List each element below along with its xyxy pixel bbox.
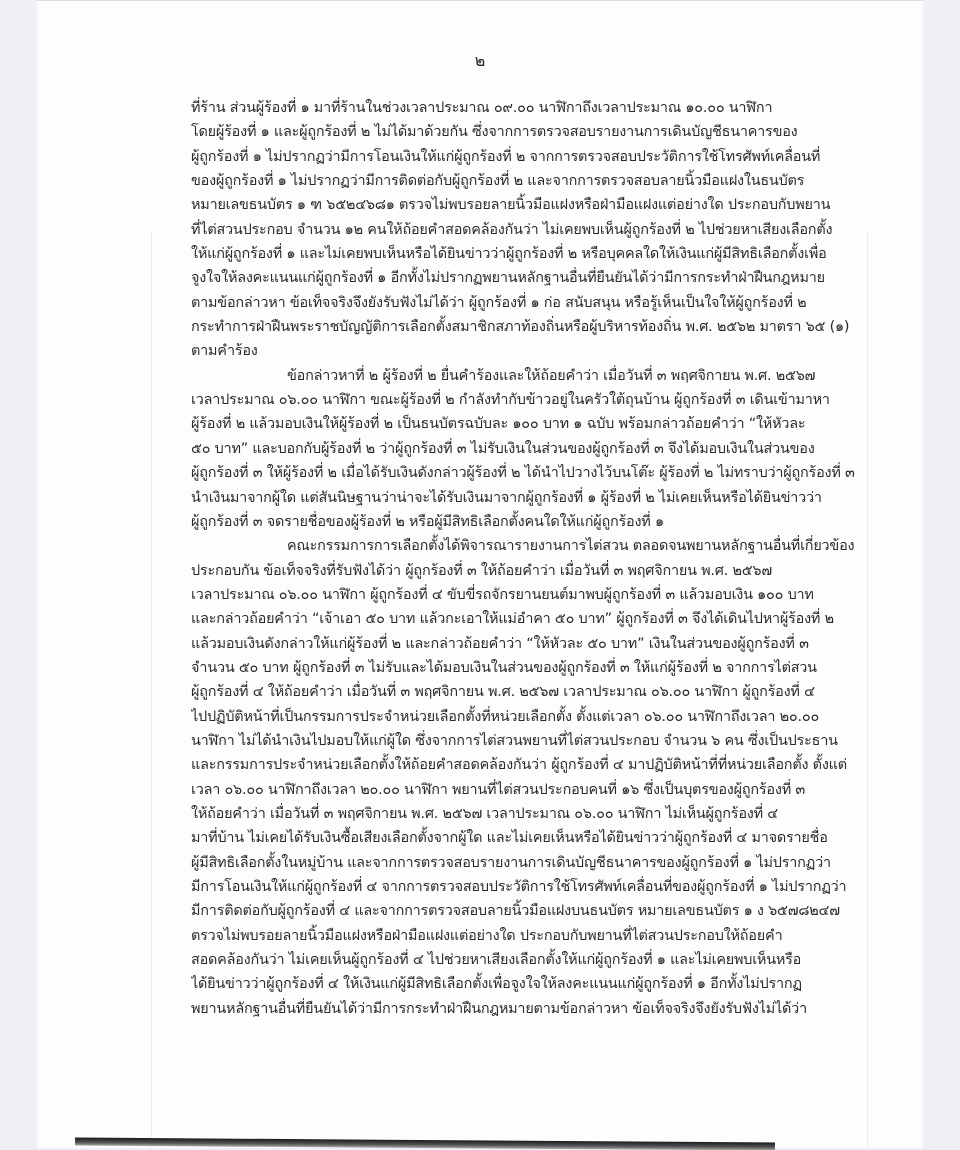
text-line: นาฬิกา ไม่ได้นำเงินไปมอบให้แก่ผู้ใด ซึ่งจากการไต่สวนพยานที่ไต่สวนประกอบ จำนวน ๖ คน ซึ่งเป็นประธาน [191,732,838,749]
text-line: มีการติดต่อกับผู้ถูกร้องที่ ๔ และจากการตรวจสอบลายนิ้วมือแฝงบนธนบัตร หมายเลขธนบัตร ๑ ง ๖๕๗๘๒๔๗ [191,903,840,920]
text-line: ให้แก่ผู้ถูกร้องที่ ๑ และไม่เคยพบเห็นหรือได้ยินข่าวว่าผู้ถูกร้องที่ ๒ หรือบุคคลใดให้เงินแก่ผู้มีสิทธิเลือกตั้งเพื่อ [191,246,827,263]
text-line: เวลา ๐๖.๐๐ นาฬิกาถึงเวลา ๒๐.๐๐ นาฬิกา พยานที่ไต่สวนประกอบคนที่ ๑๖ ซึ่งเป็นบุตรของผู้ถูกร้องที่ ๓ [191,781,805,798]
text-line: กระทำการฝ่าฝืนพระราชบัญญัติการเลือกตั้งสมาชิกสภาท้องถิ่นหรือผู้บริหารท้องถิ่น พ.ศ. ๒๕๖๒ มาตรา ๖๕ (๑) [191,319,850,336]
text-line: ผู้ถูกร้องที่ ๓ ให้ผู้ร้องที่ ๒ เมื่อได้รับเงินดังกล่าวผู้ร้องที่ ๒ ได้นำไปวางไว้บนโต๊ะ ผู้ร้องที่ ๒ ไม่ทราบว่าผู้ถูกร้องที่ ๓ [191,465,855,482]
text-line: ตามคำร้อง [191,343,258,360]
text-line: เวลาประมาณ ๐๖.๐๐ นาฬิกา ขณะผู้ร้องที่ ๒ กำลังทำกับข้าวอยู่ในครัวใต้ถุนบ้าน ผู้ถูกร้องที่ ๓ เดินเข้ามาหา [191,392,830,409]
text-line: ไปปฏิบัติหน้าที่เป็นกรรมการประจำหน่วยเลือกตั้งที่หน่วยเลือกตั้ง ตั้งแต่เวลา ๐๖.๐๐ นาฬิกาถึงเวลา ๒๐.๐๐ [191,708,820,725]
text-line: ตามข้อกล่าวหา ข้อเท็จจริงจึงยังรับฟังไม่ได้ว่า ผู้ถูกร้องที่ ๑ ก่อ สนับสนุน หรือรู้เห็นเป็นใจให้ผู้ถูกร้องที่ ๒ [191,294,807,311]
text-line: ข้อกล่าวหาที่ ๒ ผู้ร้องที่ ๒ ยื่นคำร้องและให้ถ้อยคำว่า เมื่อวันที่ ๓ พฤศจิกายน พ.ศ. ๒๕๖๗ [287,367,816,384]
text-line: ได้ยินข่าวว่าผู้ถูกร้องที่ ๔ ให้เงินแก่ผู้มีสิทธิเลือกตั้งเพื่อจูงใจให้ลงคะแนนแก่ผู้ถูกร้องที่ ๑ อีกทั้งไม่ปรากฏ [191,976,802,993]
text-line: ผู้ถูกร้องที่ ๔ ให้ถ้อยคำว่า เมื่อวันที่ ๓ พฤศจิกายน พ.ศ. ๒๕๖๗ เวลาประมาณ ๐๖.๐๐ นาฬิกา ผู้ถูกร้องที่ ๔ [191,684,815,701]
page-number: ๒ [474,51,486,70]
text-line: สอดคล้องกันว่า ไม่เคยเห็นผู้ถูกร้องที่ ๔ ไปช่วยหาเสียงเลือกตั้งให้แก่ผู้ถูกร้องที่ ๑ และไม่เคยพบเห็นหรือ [191,952,802,969]
text-line: และกรรมการประจำหน่วยเลือกตั้งให้ถ้อยคำสอดคล้องกันว่า ผู้ถูกร้องที่ ๔ มาปฏิบัติหน้าที่ที่หน่วยเลือกตั้ง ตั้งแต่ [191,757,847,774]
text-line: คณะกรรมการการเลือกตั้งได้พิจารณารายงานการไต่สวน ตลอดจนพยานหลักฐานอื่นที่เกี่ยวข้อง [287,538,855,555]
text-line: เวลาประมาณ ๐๖.๐๐ นาฬิกา ผู้ถูกร้องที่ ๔ ขับขี่รถจักรยานยนต์มาพบผู้ถูกร้องที่ ๓ แล้วมอบเงิน ๑๐๐ บาท [191,586,814,603]
scan-artifact-line [151,231,152,1149]
text-line: มีการโอนเงินให้แก่ผู้ถูกร้องที่ ๔ จากการตรวจสอบประวัติการใช้โทรศัพท์เคลื่อนที่ของผู้ถูกร้องที่ ๑ ไม่ปรากฏว่า [191,879,847,895]
text-line: ตรวจไม่พบรอยลายนิ้วมือแฝงหรือฝ่ามือแฝงแต่อย่างใด ประกอบกับพยานที่ไต่สวนประกอบให้ถ้อยคำ [191,927,783,944]
text-line: ผู้ร้องที่ ๒ แล้วมอบเงินให้ผู้ร้องที่ ๒ เป็นธนบัตรฉบับละ ๑๐๐ บาท ๑ ฉบับ พร้อมกล่าวถ้อยคำว่า “ให้หัวละ [191,416,806,433]
text-line: จำนวน ๕๐ บาท ผู้ถูกร้องที่ ๓ ไม่รับและได้มอบเงินในส่วนของผู้ถูกร้องที่ ๓ ให้แก่ผู้ร้องที่ ๒ จากการไต่สวน [191,659,817,676]
text-line: ผู้ถูกร้องที่ ๑ ไม่ปรากฏว่ามีการโอนเงินให้แก่ผู้ถูกร้องที่ ๒ จากการตรวจสอบประวัติการใช้โทรศัพท์เคลื่อนที่ [191,148,821,165]
text-line: มาที่บ้าน ไม่เคยได้รับเงินซื้อเสียงเลือกตั้งจากผู้ใด และไม่เคยเห็นหรือได้ยินข่าวว่าผู้ถูกร้องที่ ๔ มาจดรายชื่อ [191,830,828,847]
paragraph-1 [191,96,906,364]
text-line: และกล่าวถ้อยคำว่า “เจ้าเอา ๕๐ บาท แล้วกะเอาให้แม่อำคา ๕๐ บาท” ผู้ถูกร้องที่ ๓ จึงได้เดินไปหาผู้ร้องที่ ๒ [191,611,834,628]
text-line: ที่ร้าน ส่วนผู้ร้องที่ ๑ มาที่ร้านในช่วงเวลาประมาณ ๐๙.๐๐ นาฬิกาถึงเวลาประมาณ ๑๐.๐๐ นาฬิกา [191,100,773,116]
document-body [191,96,906,1021]
scan-edge-shadow [75,1138,775,1150]
text-line: ผู้ถูกร้องที่ ๓ จดรายชื่อของผู้ร้องที่ ๒ หรือผู้มีสิทธิเลือกตั้งคนใดให้แก่ผู้ถูกร้องที่ ๑ [191,513,664,530]
text-line: จูงใจให้ลงคะแนนแก่ผู้ถูกร้องที่ ๑ อีกทั้งไม่ปรากฏพยานหลักฐานอื่นที่ยืนยันได้ว่ามีการกระทำฝ่าฝืนกฎหมาย [191,270,825,287]
text-line: โดยผู้ร้องที่ ๑ และผู้ถูกร้องที่ ๒ ไม่ได้มาด้วยกัน ซึ่งจากการตรวจสอบรายงานการเดินบัญชีธนาคารของ [191,124,798,141]
text-line: แล้วมอบเงินดังกล่าวให้แก่ผู้ร้องที่ ๒ และกล่าวถ้อยคำว่า “ให้หัวละ ๕๐ บาท” เงินในส่วนของผู้ถูกร้องที่ ๓ [191,635,809,652]
text-line: หมายเลขธนบัตร ๑ ฑ ๖๕๒๔๖๘๑ ตรวจไม่พบรอยลายนิ้วมือแฝงหรือฝ่ามือแฝงแต่อย่างใด ประกอบกับพยาน [191,197,831,214]
text-line: ๕๐ บาท” และบอกกับผู้ร้องที่ ๒ ว่าผู้ถูกร้องที่ ๓ ไม่รับเงินในส่วนของผู้ถูกร้องที่ ๓ จึงได้มอบเงินในส่วนของ [191,440,815,457]
text-line: พยานหลักฐานอื่นที่ยืนยันได้ว่ามีการกระทำฝ่าฝืนกฎหมายตามข้อกล่าวหา ข้อเท็จจริงจึงยังรับฟังไม่ได้ว่า [191,1000,807,1017]
text-line: ผู้มีสิทธิเลือกตั้งในหมู่บ้าน และจากการตรวจสอบรายงานการเดินบัญชีธนาคารของผู้ถูกร้องที่ ๑ ไม่ปรากฏว่า [191,854,831,871]
paragraph-2 [191,364,906,534]
text-line: ของผู้ถูกร้องที่ ๑ ไม่ปรากฏว่ามีการติดต่อกับผู้ถูกร้องที่ ๒ และจากการตรวจสอบลายนิ้วมือแฝงในธนบัตร [191,173,805,190]
paragraph-3 [191,534,906,1021]
text-line: ให้ถ้อยคำว่า เมื่อวันที่ ๓ พฤศจิกายน พ.ศ. ๒๕๖๗ เวลาประมาณ ๐๖.๐๐ นาฬิกา ไม่เห็นผู้ถูกร้องที่ ๔ [191,805,778,822]
text-line: นำเงินมาจากผู้ใด แต่สันนิษฐานว่าน่าจะได้รับเงินมาจากผู้ถูกร้องที่ ๑ ผู้ร้องที่ ๒ ไม่เคยเห็นหรือได้ยินข่าวว่า [191,489,822,506]
text-line: ที่ไต่สวนประกอบ จำนวน ๑๒ คนให้ถ้อยคำสอดคล้องกันว่า ไม่เคยพบเห็นผู้ถูกร้องที่ ๒ ไปช่วยหาเสียงเลือกตั้ง [191,221,833,238]
document-page [37,0,923,1148]
text-line: ประกอบกัน ข้อเท็จจริงที่รับฟังได้ว่า ผู้ถูกร้องที่ ๓ ให้ถ้อยคำว่า เมื่อวันที่ ๓ พฤศจิกายน พ.ศ. ๒๕๖๗ [191,562,772,579]
